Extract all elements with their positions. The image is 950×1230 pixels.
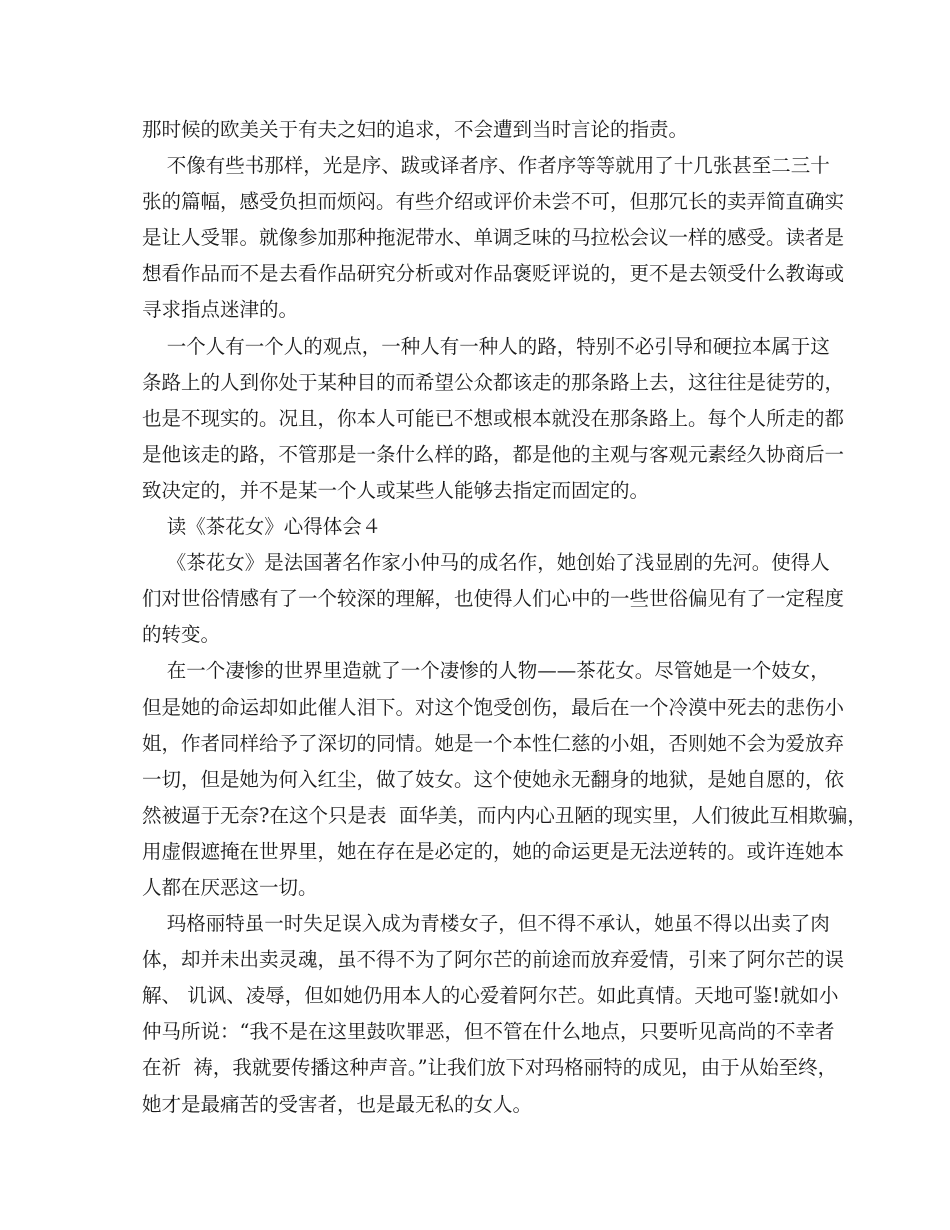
text-line: 那时候的欧美关于有夫之妇的追求，不会遭到当时言论的指责。 bbox=[142, 118, 689, 141]
text-line: 仲马所说：“我不是在这里鼓吹罪恶，但不管在什么地点，只要听见高尚的不幸者 bbox=[142, 1020, 835, 1044]
text-line: 用虚假遮掩在世界里，她在存在是必定的，她的命运更是无法逆转的。或许连她本 bbox=[142, 839, 845, 863]
text-line: 不像有些书那样，光是序、跋或译者序、作者序等等就用了十几张甚至二三十 bbox=[142, 154, 830, 178]
text-line: 张的篇幅，感受负担而烦闷。有些介绍或评价未尝不可，但那冗长的卖弄简直确实 bbox=[142, 190, 845, 214]
text-line: 她才是最痛苦的受害者，也是最无私的女人。 bbox=[142, 1092, 533, 1116]
text-line: 想看作品而不是去看作品研究分析或对作品褒贬评说的，更不是去领受什么教诲或 bbox=[142, 262, 845, 286]
text-line: 在祈 祷，我就要传播这种声音。”让我们放下对玛格丽特的成见，由于从始至终， bbox=[142, 1056, 838, 1080]
text-line: 姐，作者同样给予了深切的同情。她是一个本性仁慈的小姐，否则她不会为爱放弃 bbox=[142, 731, 845, 755]
text-line: 是让人受罪。就像参加那种拖泥带水、单调乏味的马拉松会议一样的感受。读者是 bbox=[142, 226, 845, 250]
text-line: 体，却并未出卖灵魂，虽不得不为了阿尔芒的前途而放弃爱情，引来了阿尔芒的误 bbox=[142, 948, 845, 972]
text-line: 也是不现实的。况且，你本人可能已不想或根本就没在那条路上。每个人所走的都 bbox=[142, 406, 845, 430]
text-line: 解、 讥讽、凌辱，但如她仍用本人的心爱着阿尔芒。如此真情。天地可鉴!就如小 bbox=[142, 984, 839, 1008]
text-line: 寻求指点迷津的。 bbox=[142, 298, 299, 322]
text-line: 致决定的，并不是某一个人或某些人能够去指定而固定的。 bbox=[142, 478, 650, 502]
text-line: 然被逼于无奈?在这个只是表 面华美，而内内心丑陋的现实里，人们彼此互相欺骗， bbox=[142, 803, 867, 827]
text-line: 是他该走的路，不管那是一条什么样的路，都是他的主观与客观元素经久协商后一 bbox=[142, 442, 845, 466]
text-line: 但是她的命运却如此催人泪下。对这个饱受创伤，最后在一个冷漠中死去的悲伤小 bbox=[142, 695, 845, 719]
text-line: 玛格丽特虽一时失足误入成为青楼女子，但不得不承认，她虽不得以出卖了肉 bbox=[142, 912, 830, 936]
text-line: 在一个凄惨的世界里造就了一个凄惨的人物——茶花女。尽管她是一个妓女， bbox=[142, 659, 830, 683]
text-line: 一个人有一个人的观点，一种人有一种人的路，特别不必引导和硬拉本属于这 bbox=[142, 334, 830, 358]
text-line: 人都在厌恶这一切。 bbox=[142, 875, 318, 899]
document-body bbox=[142, 112, 867, 1123]
text-line: 一切，但是她为何入红尘，做了妓女。这个使她永无翻身的地狱，是她自愿的，依 bbox=[142, 767, 845, 791]
text-line: 的转变。 bbox=[142, 623, 221, 647]
text-line: 条路上的人到你处于某种目的而希望公众都该走的那条路上去，这往往是徒劳的， bbox=[142, 370, 845, 394]
text-line: 《茶花女》是法国著名作家小仲马的成名作，她创始了浅显剧的先河。使得人 bbox=[142, 551, 830, 575]
section-heading: 读《茶花女》心得体会４ bbox=[142, 515, 382, 539]
text-line: 们对世俗情感有了一个较深的理解，也使得人们心中的一些世俗偏见有了一定程度 bbox=[142, 587, 845, 611]
